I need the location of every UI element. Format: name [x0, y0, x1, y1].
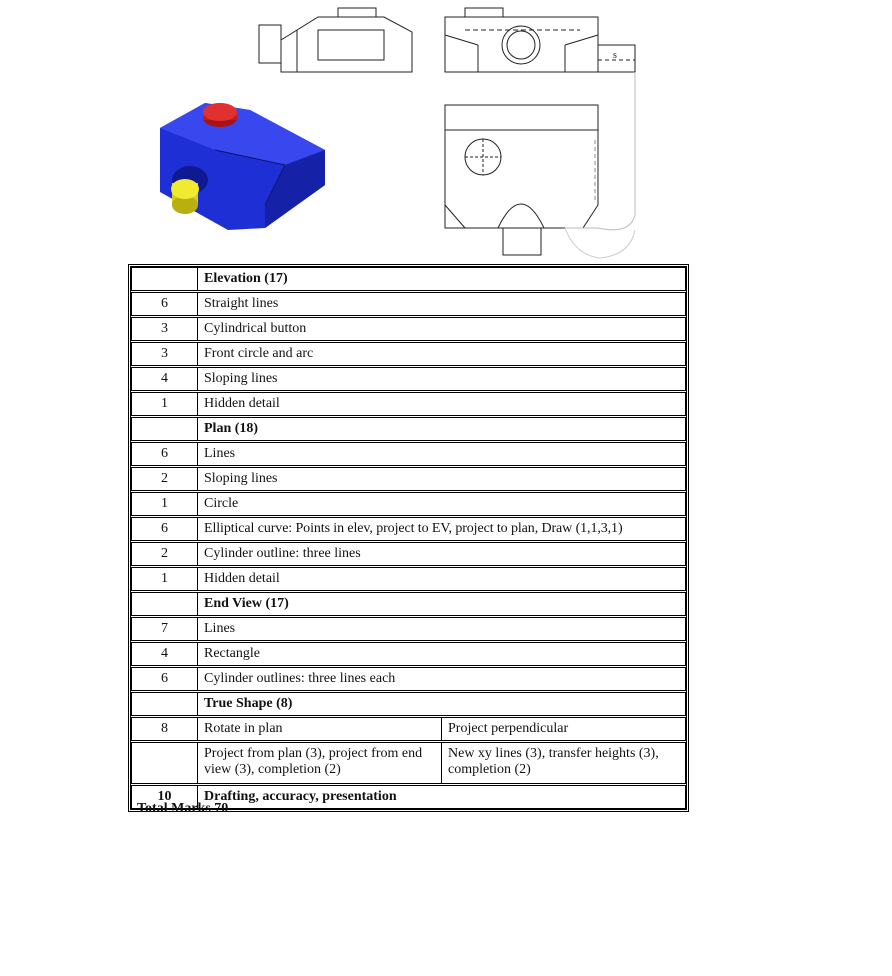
- criterion-cell: Circle: [198, 492, 686, 517]
- criterion-cell: Cylindrical button: [198, 317, 686, 342]
- criterion-cell: Elliptical curve: Points in elev, project to EV, project to plan, Draw (1,1,3,1): [198, 517, 686, 542]
- criterion-cell: Rectangle: [198, 642, 686, 667]
- marks-cell: 6: [132, 292, 198, 317]
- marks-cell: [132, 742, 198, 785]
- marks-cell: 8: [132, 717, 198, 742]
- marks-cell: 7: [132, 617, 198, 642]
- marks-cell: 2: [132, 467, 198, 492]
- criterion-cell: Hidden detail: [198, 392, 686, 417]
- marks-cell: 4: [132, 367, 198, 392]
- marks-cell: 3: [132, 317, 198, 342]
- criterion-cell: Sloping lines: [198, 467, 686, 492]
- criterion-cell: Lines: [198, 442, 686, 467]
- section-heading-true-shape: True Shape (8): [198, 692, 686, 717]
- criterion-cell-right: New xy lines (3), transfer heights (3), completion (2): [442, 742, 686, 785]
- criterion-cell-drafting: Drafting, accuracy, presentation: [198, 785, 686, 809]
- isometric-model: [160, 103, 325, 230]
- marks-cell: 6: [132, 517, 198, 542]
- marks-cell: 3: [132, 342, 198, 367]
- marks-cell: 1: [132, 567, 198, 592]
- marks-cell: 6: [132, 442, 198, 467]
- marks-cell: 10: [132, 785, 198, 809]
- criterion-cell: Straight lines: [198, 292, 686, 317]
- criterion-cell: Front circle and arc: [198, 342, 686, 367]
- marks-cell: 1: [132, 392, 198, 417]
- marks-cell: 4: [132, 642, 198, 667]
- criterion-cell: Hidden detail: [198, 567, 686, 592]
- section-heading-plan: Plan (18): [198, 417, 686, 442]
- criterion-cell-left: Project from plan (3), project from end view (3), completion (2): [198, 742, 442, 785]
- criterion-cell: Cylinder outlines: three lines each: [198, 667, 686, 692]
- marks-cell: 6: [132, 667, 198, 692]
- marks-cell: 2: [132, 542, 198, 567]
- total-marks: Total Marks 70: [137, 801, 229, 816]
- section-heading-end-view: End View (17): [198, 592, 686, 617]
- criterion-cell-right: Project perpendicular: [442, 717, 686, 742]
- marks-cell: 1: [132, 492, 198, 517]
- criterion-cell: Sloping lines: [198, 367, 686, 392]
- criterion-cell-left: Rotate in plan: [198, 717, 442, 742]
- auxiliary-label: s: [613, 50, 617, 61]
- plan-view: [445, 105, 598, 255]
- elevation-view: [259, 8, 412, 72]
- section-heading-elevation: Elevation (17): [198, 268, 686, 292]
- technical-drawings: [0, 0, 892, 265]
- criterion-cell: Lines: [198, 617, 686, 642]
- marking-scheme-table: [128, 264, 689, 812]
- end-view: [445, 8, 635, 72]
- criterion-cell: Cylinder outline: three lines: [198, 542, 686, 567]
